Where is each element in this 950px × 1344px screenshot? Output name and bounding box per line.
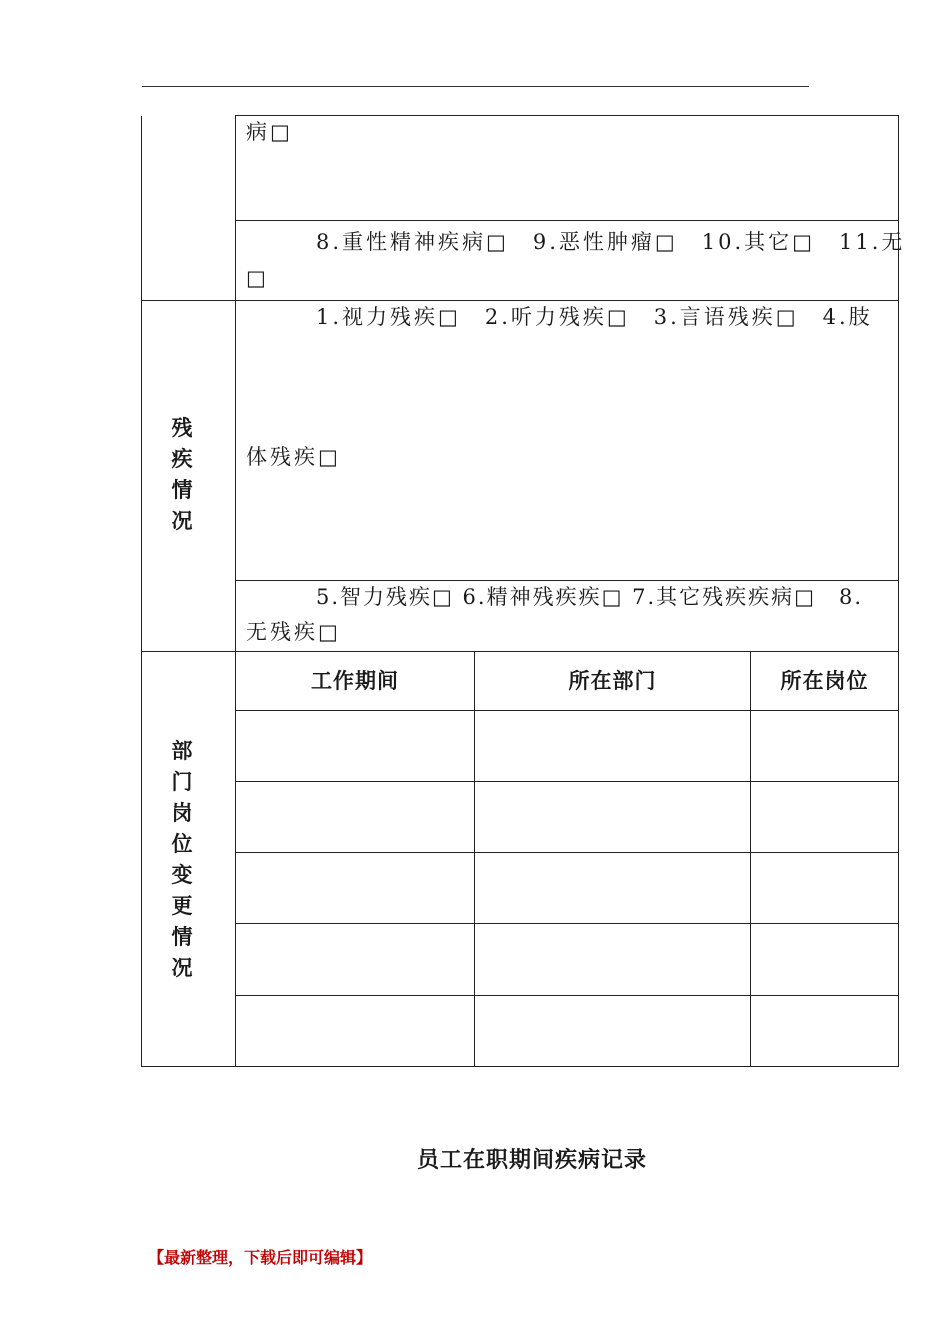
department-label-text: 部门岗位变更情况 — [171, 738, 193, 980]
column-header-position: 所在岗位 — [780, 668, 869, 693]
table-row-2-position-cell[interactable] — [751, 782, 898, 852]
table-row-5-department-cell[interactable] — [475, 996, 750, 1066]
illness-continued-text: 病□ — [246, 120, 293, 144]
table-row-4-department-cell[interactable] — [475, 924, 750, 995]
section-caption: 员工在职期间疾病记录 — [416, 1147, 647, 1173]
illness-options-line2: □ — [246, 266, 269, 290]
column-header-department: 所在部门 — [568, 668, 657, 693]
table-row-1-department-cell[interactable] — [475, 711, 750, 781]
disability-label-text: 残疾情况 — [171, 415, 193, 533]
table-row-1-period-cell[interactable] — [236, 711, 474, 781]
disability-options-line4: 无残疾□ — [246, 620, 341, 644]
table-row-2-department-cell[interactable] — [475, 782, 750, 852]
table-row-3-position-cell[interactable] — [751, 853, 898, 923]
disability-options-line3: 5.智力残疾□ 6.精神残疾疾□ 7.其它残疾疾病□ 8. — [316, 585, 864, 609]
table-row-5-period-cell[interactable] — [236, 996, 474, 1066]
department-section-label — [162, 735, 202, 983]
column-header-work-period: 工作期间 — [311, 668, 399, 693]
footer-note: 【最新整理，下载后即可编辑】 — [148, 1248, 373, 1267]
table-row-1-position-cell[interactable] — [751, 711, 898, 781]
table-row-2-period-cell[interactable] — [236, 782, 474, 852]
table-row-5-position-cell[interactable] — [751, 996, 898, 1066]
illness-options-line1: 8.重性精神疾病□ 9.恶性肿瘤□ 10.其它□ 11.无 — [316, 230, 906, 254]
table-row-4-period-cell[interactable] — [236, 924, 474, 995]
disability-options-line2: 体残疾□ — [246, 445, 341, 469]
table-row-3-department-cell[interactable] — [475, 853, 750, 923]
table-row-4-position-cell[interactable] — [751, 924, 898, 995]
header-rule — [142, 86, 809, 87]
table-row-3-period-cell[interactable] — [236, 853, 474, 923]
disability-options-line1: 1.视力残疾□ 2.听力残疾□ 3.言语残疾□ 4.肢 — [316, 305, 873, 329]
disability-section-label — [162, 412, 202, 536]
